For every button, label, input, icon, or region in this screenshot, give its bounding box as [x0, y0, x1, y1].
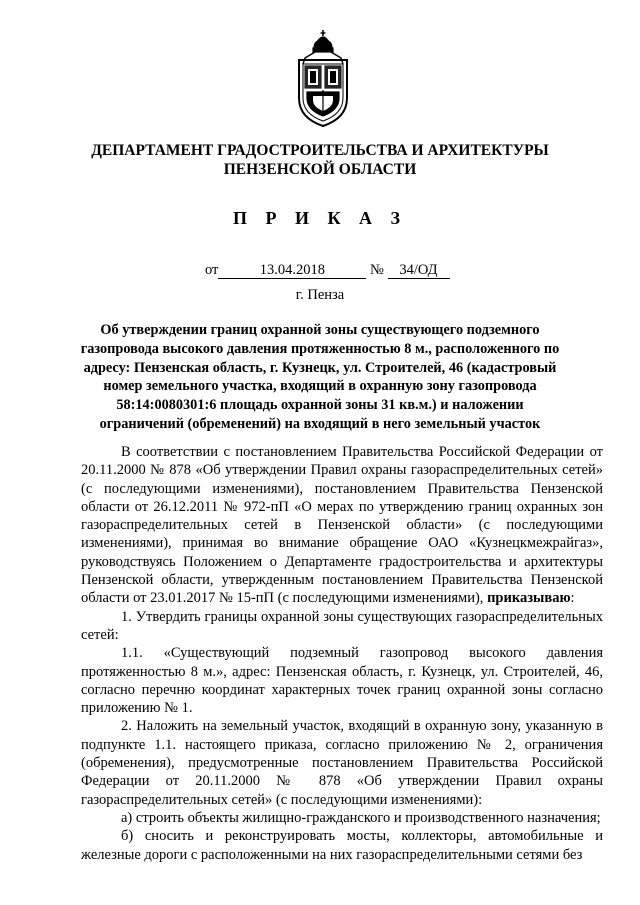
- item-1-1: 1.1. «Существующий подземный газопровод высокого давления протяженностью 8 м.», адрес: Пензенская область, г. Кузнецк, ул. Строителей, 46, согласно перечню координат характерных точек границ охранной зоны согласно приложению № 1.: [81, 645, 603, 717]
- item-2: 2. Наложить на земельный участок, входящий в охранную зону, указанную в подпункте 1.1. настоящего приказа, согласно приложению № 2, ограничения (обременения), предусмотренные постановлением Правительства Российской Федерации от 20.11.2000 № 878 «Об утверждении Правил охраны газораспределительных сетей» (с последующими изменениями):: [81, 718, 603, 808]
- preamble-paragraph: [81, 443, 603, 608]
- subject-line: газопровода высокого давления протяженностью 8 м., расположенного по: [80, 340, 560, 357]
- department-name-line2: ПЕНЗЕНСКОЙ ОБЛАСТИ: [223, 161, 417, 178]
- order-subject: [70, 321, 570, 434]
- order-date: 13.04.2018: [218, 262, 366, 279]
- item-2-b: б) сносить и реконструировать мосты, коллекторы, автомобильные и железные дороги с расположенными на них газораспределительными сетями без: [81, 828, 603, 863]
- subject-line: номер земельного участка, входящий в охранную зону газопровода: [103, 378, 537, 395]
- order-body: [81, 443, 603, 864]
- preamble-order-word: приказываю: [487, 590, 571, 607]
- order-date-line: [205, 262, 450, 279]
- item-2-a: а) строить объекты жилищно-гражданского и производственного назначения;: [121, 809, 601, 826]
- preamble-colon: :: [570, 590, 575, 607]
- subject-line: адресу: Пензенская область, г. Кузнецк, ул. Строителей, 46 (кадастровый: [83, 359, 557, 376]
- preamble-text: В соответствии с постановлением Правительства Российской Федерации от 20.11.2000 № 878 «Об утверждении Правил охраны газораспределительных сетей» (с последующими изменениями), постановлением Правительства Пензенской области от 26.12.2011 № 972-пП «О мерах по утверждению границ охранных зон газораспределительных сетей в Пензенской области» (с последующими изменениями), принимая во внимание обращение ОАО «Кузнецкмежрайгаз», руководствуясь Положением о Департаменте градостроительства и архитектуры Пензенской области, утвержденным постановлением Правительства Пензенской области от 23.01.2017 № 15-пП (с последующими изменениями),: [81, 444, 603, 607]
- number-prefix: №: [370, 262, 384, 278]
- city-name: г. Пенза: [295, 287, 345, 303]
- date-prefix: от: [205, 262, 219, 278]
- department-name-line1: ДЕПАРТАМЕНТ ГРАДОСТРОИТЕЛЬСТВА И АРХИТЕКТУРЫ: [91, 142, 549, 159]
- item-1: 1. Утвердить границы охранной зоны существующих газораспределительных сетей:: [81, 608, 603, 643]
- subject-line: ограничений (обременений) на входящий в него земельный участок: [99, 415, 541, 432]
- subject-line: 58:14:0080301:6 площадь охранной зоны 31 кв.м.) и наложении: [116, 397, 524, 414]
- coat-of-arms-icon: [295, 28, 351, 128]
- subject-line: Об утверждении границ охранной зоны существующего подземного: [100, 322, 540, 338]
- order-title: П Р И К А З: [232, 208, 408, 228]
- order-number: 34/ОД: [388, 262, 450, 279]
